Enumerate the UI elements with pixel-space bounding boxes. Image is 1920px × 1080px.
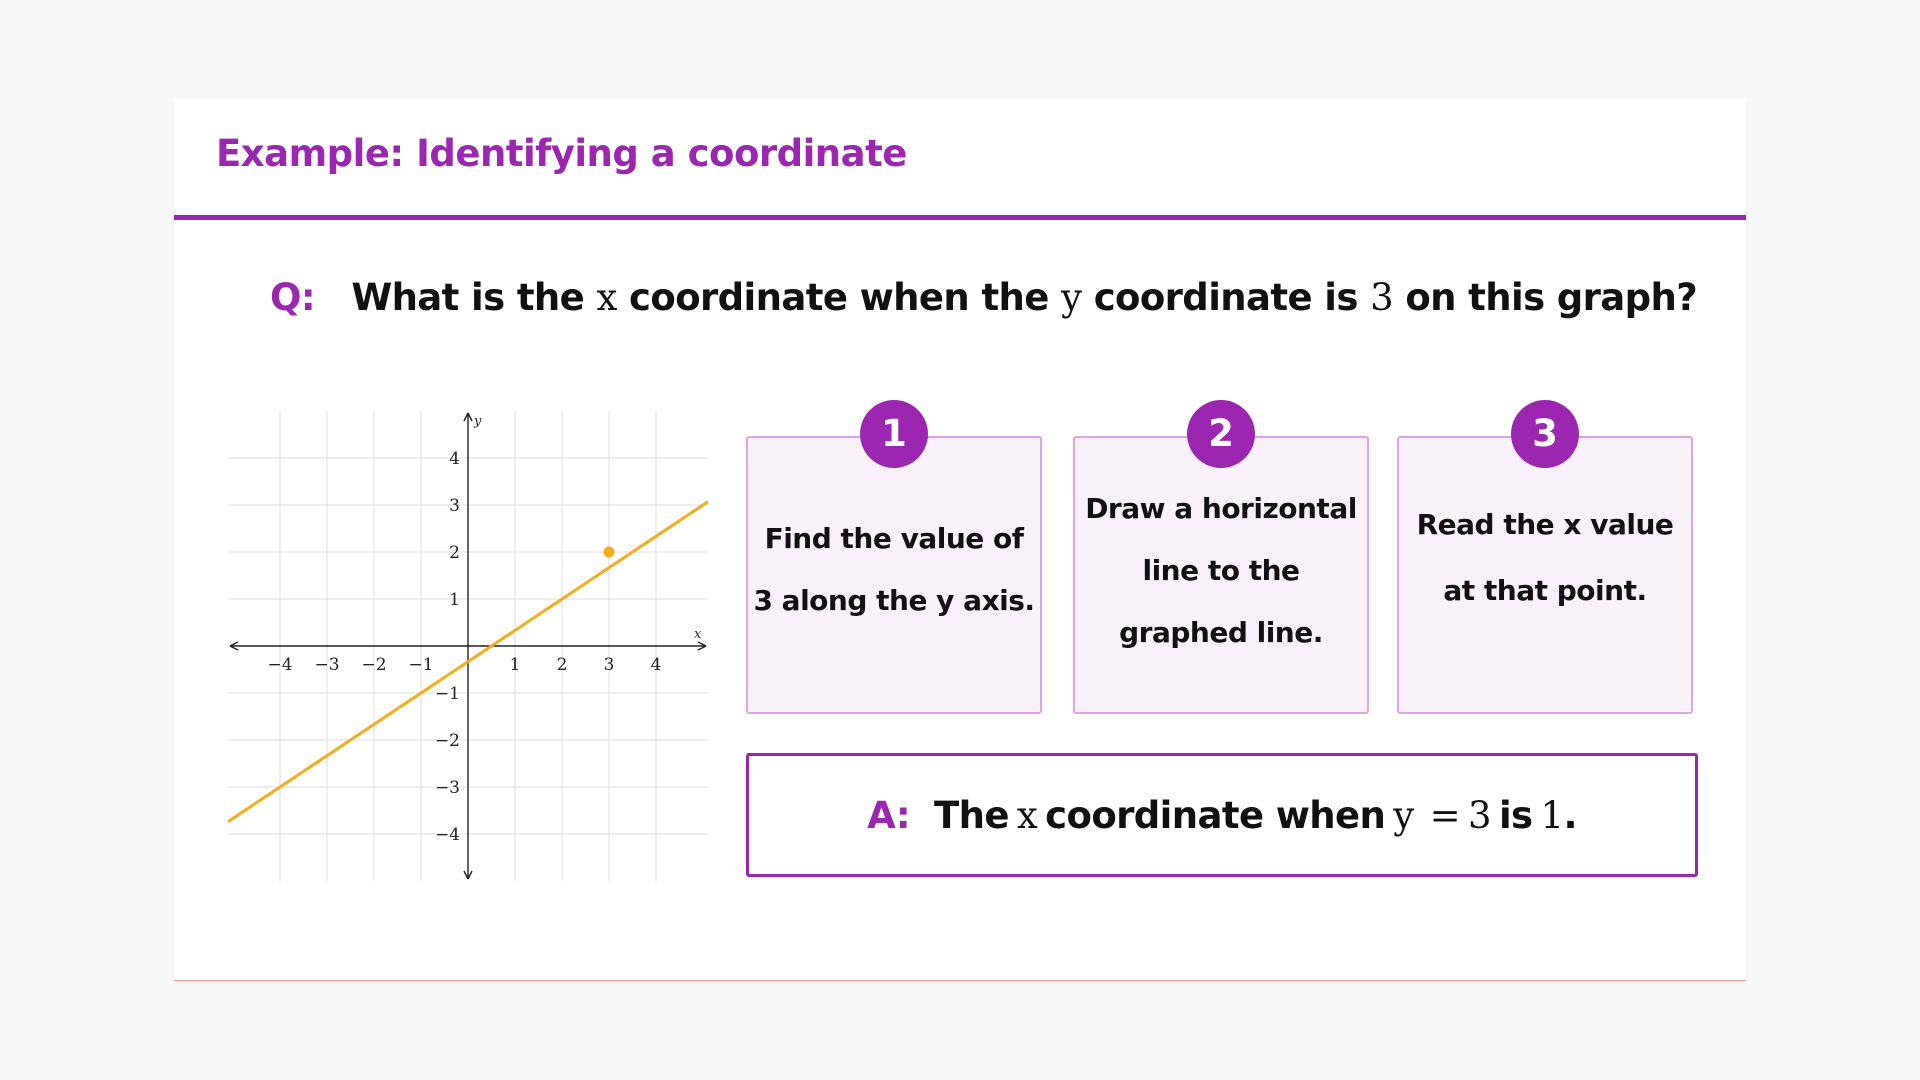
step-1-text [752,508,1036,632]
answer-box [746,753,1698,877]
answer-var-y: y [1393,793,1414,837]
question-number: 3 [1370,276,1394,319]
question-text-4: on this graph? [1405,276,1698,319]
question-text-1: What is the [351,276,585,319]
answer-period: . [1563,793,1577,837]
x-tick-label: 3 [603,655,615,675]
slide [174,98,1746,981]
answer-text-1: The [934,793,1009,837]
answer-equals: = [1429,793,1461,837]
step-2-text [1079,478,1363,664]
answer-number: 3 [1468,793,1491,837]
y-tick-label: −3 [434,778,460,798]
question [270,276,1698,319]
step-2-line-2: line to the [1142,554,1300,587]
coordinate-graph [228,411,708,881]
x-tick-label: −3 [314,655,340,675]
x-tick-label: 1 [509,655,521,675]
step-card-2 [1073,412,1369,714]
y-tick-label: 4 [449,449,460,469]
step-card-1 [746,412,1042,714]
step-3-line-2: at that point. [1443,574,1647,607]
answer-var-x: x [1016,793,1038,837]
answer-text-3: is [1498,793,1533,837]
x-axis-label: x [694,627,702,642]
x-tick-label: 2 [556,655,568,675]
x-tick-label: 4 [650,655,662,675]
slide-title: Example: Identifying a coordinate [216,132,907,175]
step-1-line-1: Find the value of [764,522,1024,555]
y-tick-label: 1 [449,590,460,610]
answer-text-2: coordinate when [1045,793,1386,837]
title-divider [174,215,1746,220]
question-var-x: x [596,276,617,319]
step-number-badge: 3 [1511,400,1579,468]
y-tick-label: −1 [434,684,460,704]
y-axis-label: y [474,414,482,429]
question-var-y: y [1061,276,1082,319]
question-text-2: coordinate when the [629,276,1049,319]
step-2-line-1: Draw a horizontal [1085,492,1357,525]
answer-result: 1 [1540,793,1564,837]
step-number-badge: 1 [860,400,928,468]
step-1-line-2: 3 along the y axis. [753,584,1035,617]
highlight-point [604,547,615,558]
x-tick-label: −1 [408,655,434,675]
y-tick-label: 2 [449,543,460,563]
y-tick-label: 3 [449,496,460,516]
step-3-text [1403,492,1687,624]
answer-label: A: [867,793,911,837]
step-3-line-1: Read the x value [1416,508,1674,541]
step-number-badge: 2 [1187,400,1255,468]
x-tick-label: −4 [267,655,293,675]
y-tick-label: −2 [434,731,460,751]
step-2-line-3: graphed line. [1119,616,1323,649]
y-tick-label: −4 [434,825,460,845]
step-card-3 [1397,412,1693,714]
question-label: Q: [270,276,316,319]
x-tick-label: −2 [361,655,387,675]
question-text-3: coordinate is [1093,276,1358,319]
